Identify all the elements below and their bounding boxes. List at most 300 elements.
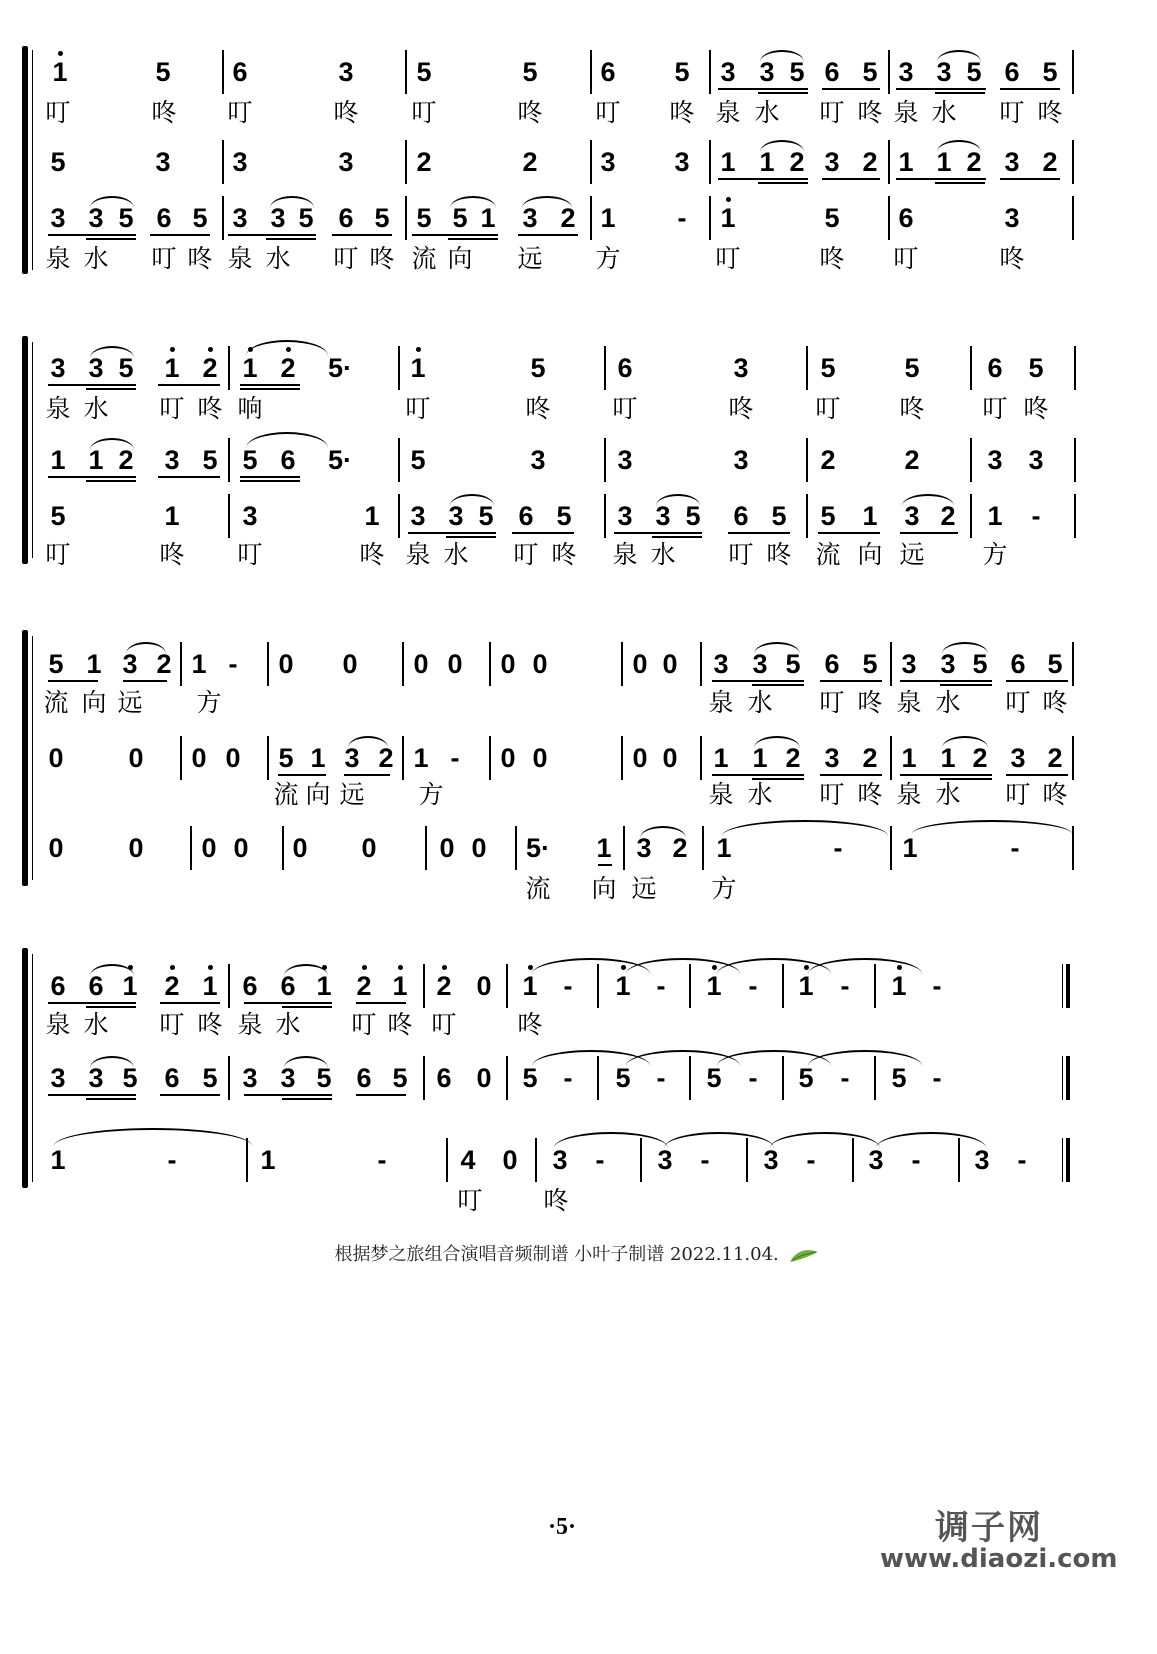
note: 5	[50, 147, 66, 177]
barline	[709, 50, 711, 94]
lyric: 咚	[766, 540, 792, 569]
note: 3	[868, 1145, 884, 1175]
underline	[48, 1094, 136, 1096]
note: 0	[201, 833, 217, 863]
note: 3	[1004, 203, 1020, 233]
note: 6	[88, 971, 104, 1001]
note: 2	[785, 743, 801, 773]
lyric: 水	[275, 1010, 301, 1039]
barline	[604, 494, 606, 538]
note: 0	[502, 1145, 518, 1175]
barline	[597, 1056, 599, 1100]
lyric: 向	[81, 688, 107, 717]
barline	[874, 964, 876, 1008]
slur	[754, 736, 800, 748]
note: 6	[733, 501, 749, 531]
note: 3	[280, 1063, 296, 1093]
note: 3	[232, 203, 248, 233]
lyric: 咚	[857, 98, 883, 127]
underline	[446, 536, 496, 538]
note: -	[840, 971, 850, 1001]
note: 2	[1042, 147, 1058, 177]
note: 5	[122, 1063, 138, 1093]
note: 6	[156, 203, 172, 233]
underline	[282, 1006, 332, 1008]
note: 3	[242, 1063, 258, 1093]
note: 3	[763, 1145, 779, 1175]
note: 3	[50, 353, 66, 383]
slur	[126, 642, 166, 654]
note: 2	[118, 445, 134, 475]
note: 5	[298, 203, 314, 233]
underline	[614, 532, 702, 534]
note: 5	[706, 1063, 722, 1093]
note: 5	[972, 649, 988, 679]
underline	[266, 238, 316, 240]
note: 3	[674, 147, 690, 177]
note: -	[656, 971, 666, 1001]
barline	[888, 140, 890, 184]
slur	[90, 438, 134, 450]
note: 5	[278, 743, 294, 773]
underline	[123, 680, 167, 682]
barline	[489, 642, 491, 686]
note: -	[1031, 501, 1041, 531]
note: 5	[530, 353, 546, 383]
voice-1	[0, 350, 1157, 386]
barline	[1072, 826, 1074, 870]
barline	[405, 196, 407, 240]
slur	[656, 494, 700, 506]
underline	[935, 182, 985, 184]
note: 5	[242, 445, 258, 475]
note: -	[677, 203, 687, 233]
note: 2	[356, 968, 371, 1004]
page-number: ·5·	[548, 1514, 577, 1540]
note: 0	[361, 833, 377, 863]
note: 6	[232, 57, 248, 87]
underline	[278, 774, 326, 776]
lyric: 咚	[1042, 780, 1068, 809]
lyric: 泉	[896, 780, 922, 809]
note: 1	[242, 350, 257, 386]
barline	[621, 642, 623, 686]
note: 0	[632, 649, 648, 679]
note: 1	[392, 968, 407, 1004]
slur	[902, 494, 954, 506]
note: 3	[270, 203, 286, 233]
barline	[180, 642, 182, 686]
underline	[48, 1002, 136, 1004]
lyric: 泉	[45, 1010, 71, 1039]
barline	[852, 1138, 854, 1182]
note: 5	[1042, 57, 1058, 87]
note: 1	[891, 968, 906, 1004]
note: 1	[901, 743, 917, 773]
note: 0	[278, 649, 294, 679]
underline	[1006, 774, 1068, 776]
barline	[423, 1056, 425, 1100]
underline	[818, 532, 880, 534]
note: 6	[898, 203, 914, 233]
note: 3	[88, 1063, 104, 1093]
lyric: 水	[754, 98, 780, 127]
lyric: 方	[711, 874, 737, 903]
note: 1	[50, 1145, 66, 1175]
underline	[598, 864, 612, 866]
barline	[267, 642, 269, 686]
note: 1	[902, 833, 918, 863]
lyric: 向	[447, 244, 473, 273]
lyric: 向	[305, 780, 331, 809]
lyric: 叮	[999, 98, 1025, 127]
note: 5	[904, 353, 920, 383]
lyric: 叮	[45, 540, 71, 569]
barline	[874, 1056, 876, 1100]
note: 0	[128, 743, 144, 773]
lyric: 泉	[896, 688, 922, 717]
note: -	[833, 833, 843, 863]
note: -	[167, 1145, 177, 1175]
barline	[890, 736, 892, 780]
note: 0	[447, 649, 463, 679]
note: 2	[862, 743, 878, 773]
note: 2	[164, 968, 179, 1004]
note: -	[656, 1063, 666, 1093]
note: 5	[820, 501, 836, 531]
lyric: 咚	[517, 98, 543, 127]
underline	[448, 238, 498, 240]
underline	[48, 476, 136, 478]
barline	[590, 196, 592, 240]
note: 5	[824, 203, 840, 233]
underline	[822, 178, 880, 180]
note: 1	[720, 147, 736, 177]
note: 5·	[327, 353, 353, 383]
note: 6	[356, 1063, 372, 1093]
note: 0	[413, 649, 429, 679]
lyrics-1	[0, 1010, 1157, 1046]
note: 3	[904, 501, 920, 531]
system-3	[0, 630, 1157, 910]
note: 2	[156, 649, 172, 679]
note: 6	[50, 971, 66, 1001]
lyric: 泉	[612, 540, 638, 569]
note: 3	[1010, 743, 1026, 773]
note: 5	[478, 501, 494, 531]
note: 3	[242, 501, 258, 531]
lyric: 叮	[405, 394, 431, 423]
lyric: 远	[631, 874, 657, 903]
note: 6	[338, 203, 354, 233]
system-2	[0, 336, 1157, 576]
lyric: 咚	[151, 98, 177, 127]
underline	[752, 684, 804, 686]
lyric: 响	[237, 394, 263, 423]
barline	[425, 826, 427, 870]
note: 3	[530, 445, 546, 475]
note: 0	[532, 649, 548, 679]
lyric: 咚	[728, 394, 754, 423]
slur	[640, 826, 686, 838]
barline	[398, 438, 400, 482]
barline	[1072, 50, 1074, 94]
barline	[222, 50, 224, 94]
note: 1	[413, 743, 429, 773]
underline	[820, 774, 882, 776]
lyrics-1	[0, 394, 1157, 430]
note: 5	[615, 1063, 631, 1093]
note: 0	[292, 833, 308, 863]
tie	[722, 820, 888, 836]
lyric: 咚	[197, 394, 223, 423]
note: 5	[522, 57, 538, 87]
barline	[506, 964, 508, 1008]
final-barline	[1062, 1138, 1071, 1182]
note: 5	[966, 57, 982, 87]
underline	[900, 680, 992, 682]
note: 1	[316, 968, 331, 1004]
note: 5	[118, 203, 134, 233]
note: -	[806, 1145, 816, 1175]
note: -	[840, 1063, 850, 1093]
note: -	[450, 743, 460, 773]
note: 6	[1010, 649, 1026, 679]
note: 2	[202, 350, 217, 386]
note: 2	[436, 968, 451, 1004]
note: 3	[50, 1063, 66, 1093]
note: 1	[716, 833, 732, 863]
underline	[712, 774, 804, 776]
barline	[1072, 642, 1074, 686]
note: 2	[672, 833, 688, 863]
note: 5	[798, 1063, 814, 1093]
barline	[958, 1138, 960, 1182]
barline	[590, 50, 592, 94]
slur	[246, 340, 328, 356]
watermark-url[interactable]: www.diaozi.com	[880, 1544, 1118, 1574]
lyric: 叮	[513, 540, 539, 569]
underline	[240, 384, 300, 386]
barline	[709, 140, 711, 184]
barline	[222, 196, 224, 240]
lyric: 水	[443, 540, 469, 569]
note: 3	[338, 57, 354, 87]
note: 6	[280, 445, 296, 475]
barline	[402, 736, 404, 780]
lyric: 水	[935, 688, 961, 717]
lyric: 咚	[333, 98, 359, 127]
note: 0	[662, 649, 678, 679]
note: 6	[164, 1063, 180, 1093]
barline	[782, 964, 784, 1008]
note: 3	[901, 649, 917, 679]
barline	[640, 1138, 642, 1182]
barline	[402, 642, 404, 686]
lyric: 泉	[227, 244, 253, 273]
underline	[935, 92, 985, 94]
note: 0	[233, 833, 249, 863]
slur	[522, 196, 572, 208]
note: 5	[452, 203, 468, 233]
underline	[900, 774, 992, 776]
note: -	[563, 971, 573, 1001]
lyric: 咚	[1023, 394, 1049, 423]
slur	[90, 196, 134, 208]
underline	[86, 238, 136, 240]
barline	[888, 196, 890, 240]
underline	[86, 388, 136, 390]
note: 1	[364, 501, 380, 531]
barline	[700, 642, 702, 686]
note: 3	[232, 147, 248, 177]
note: 0	[471, 833, 487, 863]
watermark-logo: 调子网	[935, 1508, 1043, 1548]
lyric: 水	[83, 394, 109, 423]
underline	[240, 476, 300, 478]
note: 3	[88, 203, 104, 233]
leaf-icon	[788, 1246, 822, 1264]
note: 3	[50, 203, 66, 233]
note: 3	[1028, 445, 1044, 475]
note: 3	[155, 147, 171, 177]
note: 1	[936, 147, 952, 177]
lyric: 叮	[715, 244, 741, 273]
note: 5	[410, 445, 426, 475]
voice-3	[0, 1142, 1157, 1178]
underline	[1000, 88, 1060, 90]
underline	[718, 178, 808, 180]
note: 5	[118, 353, 134, 383]
note: 2	[820, 445, 836, 475]
underline	[48, 234, 136, 236]
barline	[689, 964, 691, 1008]
note: 1	[191, 649, 207, 679]
barline	[970, 346, 972, 390]
barline	[405, 50, 407, 94]
underline	[150, 234, 210, 236]
lyrics-3	[0, 874, 1157, 910]
lyric: 叮	[893, 244, 919, 273]
barline	[398, 494, 400, 538]
barline	[1072, 140, 1074, 184]
lyrics-2	[0, 780, 1157, 816]
lyric: 叮	[333, 244, 359, 273]
note: 3	[824, 743, 840, 773]
voice-1	[0, 54, 1157, 90]
note: 1	[122, 968, 137, 1004]
note: 0	[476, 971, 492, 1001]
barline	[228, 346, 230, 390]
lyrics-1	[0, 688, 1157, 724]
note: 6	[436, 1063, 452, 1093]
note: 1	[410, 350, 425, 386]
lyric: 咚	[159, 540, 185, 569]
voice-3	[0, 498, 1157, 534]
note: 6	[518, 501, 534, 531]
lyric: 叮	[227, 98, 253, 127]
lyric: 咚	[543, 1186, 569, 1215]
underline	[718, 88, 808, 90]
lyric: 泉	[893, 98, 919, 127]
lyric: 叮	[151, 244, 177, 273]
note: 2	[966, 147, 982, 177]
lyric: 叮	[819, 780, 845, 809]
voice-2	[0, 144, 1157, 180]
lyric: 流	[525, 874, 551, 903]
barline	[888, 50, 890, 94]
note: -	[595, 1145, 605, 1175]
lyric: 流	[273, 780, 299, 809]
note: 2	[416, 147, 432, 177]
underline	[240, 480, 300, 482]
lyric: 泉	[708, 780, 734, 809]
note: 5·	[327, 445, 353, 475]
tie	[770, 1132, 880, 1148]
note: -	[563, 1063, 573, 1093]
note: 5	[522, 1063, 538, 1093]
barline	[746, 1138, 748, 1182]
note: 1	[310, 743, 326, 773]
lyric: 咚	[369, 244, 395, 273]
lyric: 流	[43, 688, 69, 717]
note: -	[228, 649, 238, 679]
voice-3	[0, 830, 1157, 866]
barline	[228, 964, 230, 1008]
lyric: 叮	[982, 394, 1008, 423]
lyric: 流	[815, 540, 841, 569]
note: 1	[88, 445, 104, 475]
note: 5	[771, 501, 787, 531]
underline	[822, 88, 880, 90]
voice-2	[0, 1060, 1157, 1096]
system-4	[0, 948, 1157, 1215]
lyric: 叮	[819, 98, 845, 127]
note: 3	[600, 147, 616, 177]
note: 3	[759, 57, 775, 87]
barline	[590, 140, 592, 184]
barline	[282, 826, 284, 870]
lyric: 水	[747, 780, 773, 809]
note: 3	[636, 833, 652, 863]
barline	[890, 642, 892, 686]
barline	[535, 1138, 537, 1182]
underline	[158, 384, 220, 386]
slur	[942, 642, 988, 654]
barline	[623, 826, 625, 870]
note: 0	[48, 743, 64, 773]
lyric: 咚	[1042, 688, 1068, 717]
tie	[876, 1132, 986, 1148]
barline	[515, 826, 517, 870]
lyric: 咚	[187, 244, 213, 273]
underline	[896, 178, 986, 180]
note: 3	[338, 147, 354, 177]
note: 1	[596, 833, 612, 863]
underline	[160, 1094, 220, 1096]
note: 1	[862, 501, 878, 531]
barline	[806, 494, 808, 538]
lyric: 泉	[45, 244, 71, 273]
underline	[900, 532, 958, 534]
underline	[758, 182, 808, 184]
note: 3	[552, 1145, 568, 1175]
underline	[1000, 178, 1060, 180]
note: 3	[752, 649, 768, 679]
barline	[890, 826, 892, 870]
barline	[489, 736, 491, 780]
note: 5	[202, 445, 218, 475]
